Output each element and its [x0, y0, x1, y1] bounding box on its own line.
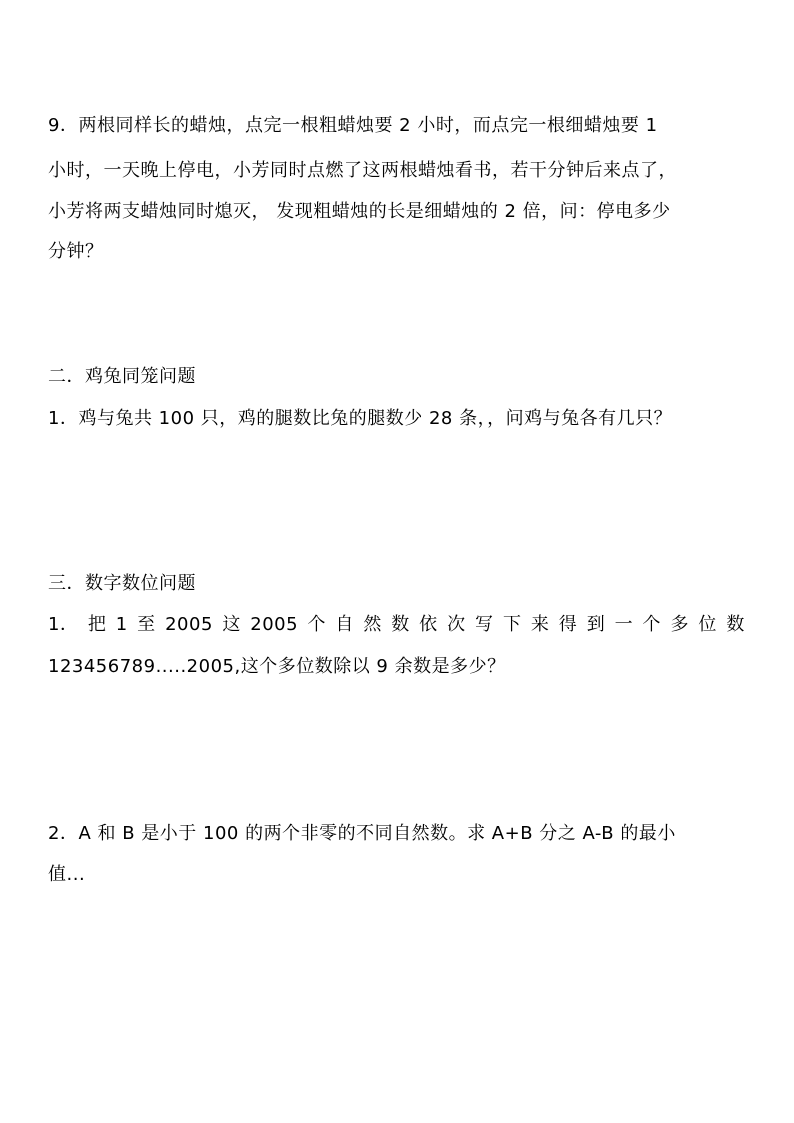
justified-token: 个 [307, 614, 326, 635]
justified-token: 依 [419, 614, 438, 635]
justified-token: 2005 [250, 614, 299, 635]
justified-token: 1 [115, 614, 128, 635]
justified-token: 到 [586, 614, 606, 635]
q9-line-3: 小芳将两支蜡烛同时熄灭， 发现粗蜡烛的长是细蜡烛的 2 倍，问：停电多少 [48, 201, 671, 222]
justified-token: 写 [475, 614, 494, 635]
justified-token: 这 [222, 614, 241, 635]
justified-token: 得 [558, 614, 578, 635]
section-3-question-1-line-2: 123456789.....2005,这个多位数除以 9 余数是多少？ [48, 656, 506, 677]
section-3-question-1-line-1 [48, 614, 745, 636]
justified-token: 至 [137, 614, 156, 635]
justified-token: 个 [642, 614, 662, 635]
justified-token: 来 [530, 614, 550, 635]
justified-token: 下 [502, 614, 522, 635]
section-3-question-2-line-1: 2．A 和 B 是小于 100 的两个非零的不同自然数。求 A+B 分之 A-B 的最小 [48, 823, 676, 844]
section-2-heading: 二．鸡兔同笼问题 [48, 366, 196, 387]
q9-line-1: 9．两根同样长的蜡烛，点完一根粗蜡烛要 2 小时，而点完一根细蜡烛要 1 [48, 115, 658, 136]
justified-token: 数 [726, 614, 745, 635]
justified-token: 自 [335, 614, 354, 635]
justified-token: 一 [614, 614, 634, 635]
justified-token: 1． [48, 614, 79, 635]
section-3-question-2-line-2: 值... [48, 864, 86, 885]
q9-line-2: 小时，一天晚上停电，小芳同时点燃了这两根蜡烛看书，若干分钟后来点了， [48, 160, 677, 181]
section-2-question-1: 1．鸡与兔共 100 只，鸡的腿数比兔的腿数少 28 条，，问鸡与兔各有几只？ [48, 408, 673, 429]
section-3-heading: 三．数字数位问题 [48, 573, 196, 594]
justified-token: 2005 [165, 614, 213, 635]
justified-token: 数 [391, 614, 410, 635]
q9-line-4: 分钟？ [48, 241, 104, 262]
justified-token: 把 [87, 614, 107, 635]
justified-token: 位 [698, 614, 717, 635]
justified-token: 次 [447, 614, 466, 635]
justified-token: 多 [670, 614, 689, 635]
justified-token: 然 [363, 614, 382, 635]
